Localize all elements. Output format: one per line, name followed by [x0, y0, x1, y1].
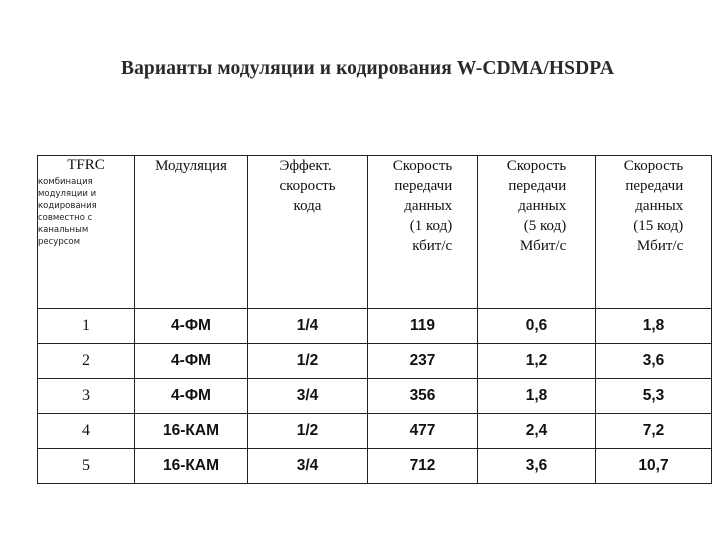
cell-code-rate: 3/4 — [248, 379, 368, 414]
header-rate-15-line: передачи — [625, 178, 684, 194]
header-tfrc-desc-line: кодирования — [38, 201, 97, 211]
table-row — [38, 344, 712, 379]
cell-code-rate: 1/2 — [248, 344, 368, 379]
cell-modulation: 4-ФМ — [135, 344, 248, 379]
cell-rate-5-code: 3,6 — [478, 449, 596, 484]
header-rate-5-code — [478, 156, 596, 309]
cell-rate-5-code: 0,6 — [478, 309, 596, 344]
cell-rate-5-code: 2,4 — [478, 414, 596, 449]
cell-rate-15-code: 7,2 — [596, 414, 712, 449]
modulation-coding-table — [37, 155, 712, 484]
header-tfrc-abbr: TFRC — [67, 157, 105, 173]
header-tfrc-desc-line: модуляции и — [38, 189, 97, 199]
cell-tfrc: 5 — [38, 449, 135, 484]
cell-rate-15-code: 10,7 — [596, 449, 712, 484]
cell-modulation: 4-ФМ — [135, 379, 248, 414]
header-tfrc-desc-line: канальным — [38, 225, 89, 235]
table-row — [38, 449, 712, 484]
cell-rate-5-code: 1,8 — [478, 379, 596, 414]
cell-rate-15-code: 3,6 — [596, 344, 712, 379]
header-rate-1-line: Скорость — [392, 158, 453, 174]
cell-modulation: 4-ФМ — [135, 309, 248, 344]
header-rate-1-line: (1 код) — [409, 218, 453, 234]
header-rate-5-line: Мбит/с — [519, 238, 567, 254]
table-header-row — [38, 156, 712, 309]
header-modulation — [135, 156, 248, 309]
cell-code-rate: 1/4 — [248, 309, 368, 344]
header-rate-5-line: передачи — [508, 178, 567, 194]
header-tfrc-desc-line: комбинация — [38, 177, 93, 187]
header-rate-15-line: Мбит/с — [636, 238, 684, 254]
table-row — [38, 414, 712, 449]
header-rate-5-line: данных — [518, 198, 567, 214]
cell-tfrc: 3 — [38, 379, 135, 414]
header-code-rate-line: Эффект. — [279, 158, 332, 174]
header-rate-15-code — [596, 156, 712, 309]
cell-rate-1-code: 237 — [368, 344, 478, 379]
header-rate-5-line: (5 код) — [523, 218, 567, 234]
cell-rate-1-code: 119 — [368, 309, 478, 344]
cell-rate-5-code: 1,2 — [478, 344, 596, 379]
cell-code-rate: 1/2 — [248, 414, 368, 449]
cell-rate-1-code: 356 — [368, 379, 478, 414]
header-rate-1-line: передачи — [394, 178, 453, 194]
cell-rate-1-code: 712 — [368, 449, 478, 484]
header-code-rate-line: скорость — [279, 178, 336, 194]
header-code-rate — [248, 156, 368, 309]
cell-tfrc: 2 — [38, 344, 135, 379]
header-rate-5-line: Скорость — [506, 158, 567, 174]
header-rate-15-line: данных — [635, 198, 684, 214]
table-row — [38, 379, 712, 414]
cell-rate-1-code: 477 — [368, 414, 478, 449]
cell-tfrc: 4 — [38, 414, 135, 449]
header-rate-1-code — [368, 156, 478, 309]
page-title: Варианты модуляции и кодирования W-CDMA/HSDPA — [120, 58, 615, 79]
header-tfrc-desc-line: ресурсом — [38, 237, 81, 247]
header-rate-1-line: данных — [404, 198, 453, 214]
header-tfrc-desc-line: совместно с — [38, 213, 93, 223]
header-tfrc — [38, 156, 135, 309]
header-rate-15-line: Скорость — [623, 158, 684, 174]
cell-rate-15-code: 1,8 — [596, 309, 712, 344]
header-rate-1-line: кбит/с — [412, 238, 453, 254]
table-row — [38, 309, 712, 344]
cell-modulation: 16-КАМ — [135, 449, 248, 484]
cell-tfrc: 1 — [38, 309, 135, 344]
header-modulation-label: Модуляция — [155, 158, 227, 174]
cell-rate-15-code: 5,3 — [596, 379, 712, 414]
cell-modulation: 16-КАМ — [135, 414, 248, 449]
cell-code-rate: 3/4 — [248, 449, 368, 484]
header-rate-15-line: (15 код) — [633, 218, 684, 234]
header-code-rate-line: кода — [293, 198, 322, 214]
